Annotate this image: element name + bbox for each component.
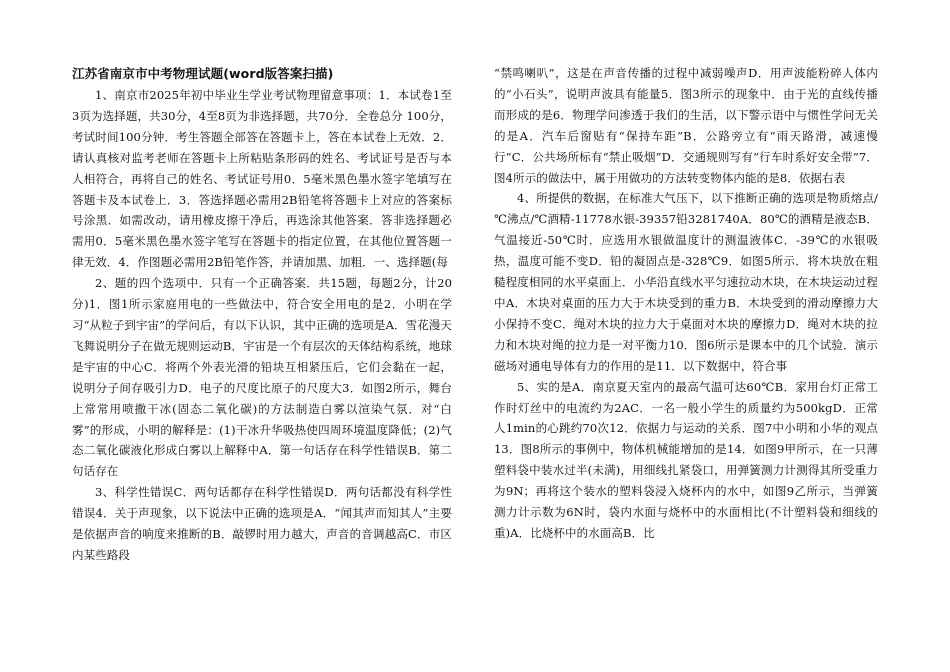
right-column xyxy=(494,63,878,544)
paragraph-3: 3、科学性错误C．两句话都存在科学性错误D．两句话都没有科学性错误4．关于声现象，以下说法中正确的选项是A．“闻其声而知其人”主要是依据声音的响度来推断的B．敲锣时用力越大，声音的音调越高C．市区内某些路段 xyxy=(72,485,452,562)
paragraph-4: 4、所提供的数据，在标准大气压下，以下推断正确的选项是物质熔点/℃沸点/℃酒精-11778水银-39357铅3281740A．80℃的酒精是液态B．气温接近-50℃时．应选用水银做温度计的测温液体C．-39℃的水银吸热，温度可能不变D．铅的凝固点是-328℃9．如图5所示．将木块放在粗糙程度相同的水平桌面上．小华沿直线水平匀速拉动木块，在木块运动过程中A．木块对桌面的压力大于木块受到的重力B．木块受到的滑动摩擦力大小保持不变C．绳对木块的拉力大于桌面对木块的摩擦力D．绳对木块的拉力和木块对绳的拉力是一对平衡力10．图6所示是课本中的几个试验．演示磁场对通电导体有力的作用的是11．以下数据中，符合事 xyxy=(494,191,878,373)
paragraph-2: 2、题的四个选项中．只有一个正确答案．共15题，每题2分，计20分)1．图1所示家庭用电的一些做法中，符合安全用电的是2．小明在学习“从粒子到宇宙”的学问后，有以下认识，其中正确的选项是A．雪花漫天飞舞说明分子在做无规则运动B．宇宙是一个有层次的天体结构系统，地球是宇宙的中心C．将两个外表光滑的铅块互相紧压后，它们会黏在一起，说明分子间存吸引力D．电子的尺度比原子的尺度大3．如图2所示，舞台上常常用喷撒干冰(固态二氧化碳)的方法制造白雾以渲染气氛．对“白雾”的形成，小明的解释是：(1)干冰升华吸热使四周环境温度降低；(2)气态二氧化碳液化形成白雾以上解释中A．第一句话存在科学性错误B．第二句话存在 xyxy=(72,276,452,479)
paragraph-1: 1、南京市2025年初中毕业生学业考试物理留意事项：1．本试卷1至3页为选择题，共30分，4至8页为非选择题，共70分．全卷总分 100分，考试时间100分钟．考生答题全部答在答题卡上，答在本试卷上无效．2．请认真核对监考老师在答题卡上所粘贴条形码的姓名、考试证号是否与本人相符合，再将自己的姓名、考试证号用0．5毫米黑色墨水签字笔填写在答题卡及本试卷上．3．答选择题必需用2B铅笔将答题卡上对应的答案标号涂黑．如需改动，请用橡皮擦干净后，再选涂其他答案．答非选择题必需用0．5毫米黑色墨水签字笔写在答题卡的指定位置，在其他位置答题一律无效．4．作图题必需用2B铅笔作答，并请加黑、加粗．一、选择题(每 xyxy=(72,88,452,270)
left-column xyxy=(72,64,452,566)
document-title: 江苏省南京市中考物理试题(word版答案扫描) xyxy=(72,66,334,81)
paragraph-3-continued: “禁鸣喇叭”，这是在声音传播的过程中减弱噪声D．用声波能粉碎人体内的“小石头”，说明声波具有能量5．图3所示的现象中．由于光的直线传播而形成的是6．物理学问渗透于我们的生活，以下警示语中与惯性学问无关的是A．汽车后窗贴有“保持车距”B．公路旁立有“雨天路滑，减速慢行”C．公共场所标有“禁止吸烟”D．交通规则写有“行车时系好安全带”7．图4所示的做法中，属于用做功的方法转变物体内能的是8．依据右表 xyxy=(494,66,878,185)
paragraph-5: 5、实的是A．南京夏天室内的最高气温可达60℃B．家用台灯正常工作时灯丝中的电流约为2AC．一名一般小学生的质量约为500kgD．正常人1min的心跳约70次12．依据力与运动的关系．图7中小明和小华的观点13．图8所示的事例中，物体机械能增加的是14．如图9甲所示，在一只薄塑料袋中装水过半(未满)，用细线扎紧袋口，用弹簧测力计测得其所受重力为9N；再将这个装水的塑料袋浸入烧杯内的水中，如图9乙所示，当弹簧测力计示数为6N时，袋内水面与烧杯中的水面相比(不计塑料袋和细线的重)A．比烧杯中的水面高B．比 xyxy=(494,379,878,540)
